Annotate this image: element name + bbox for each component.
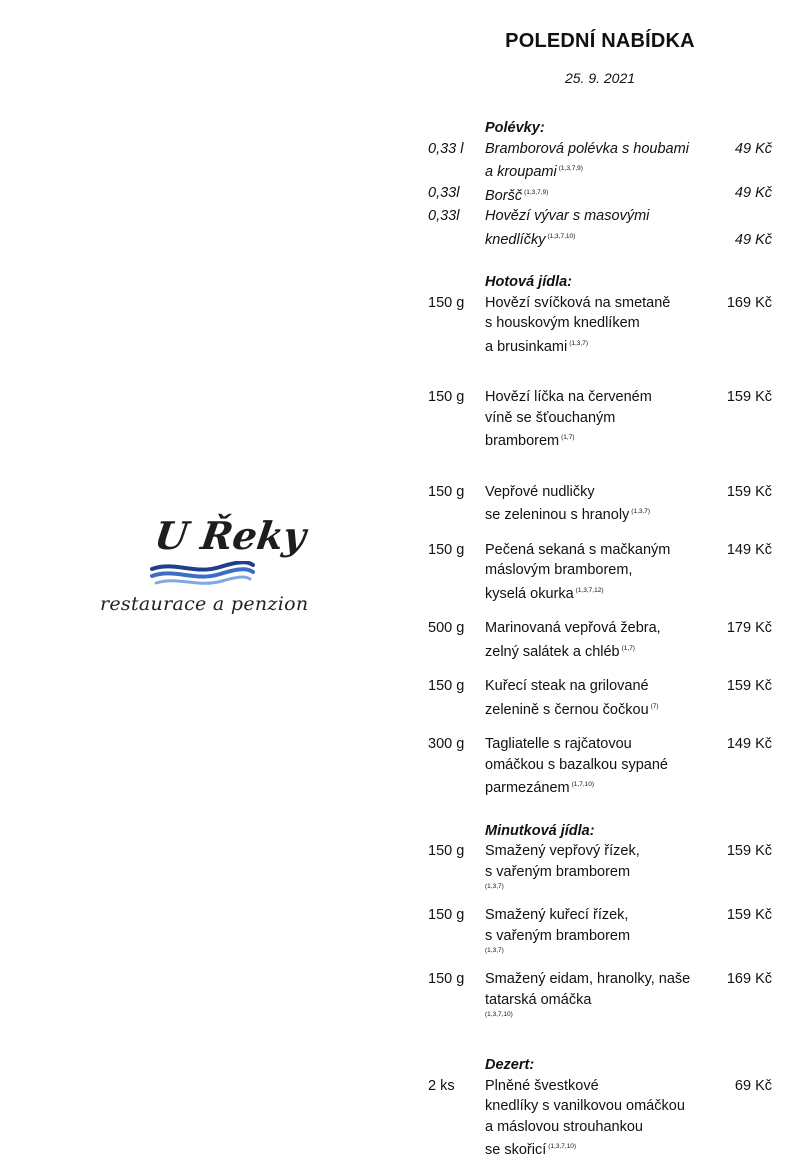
menu-item (420, 676, 780, 720)
item-name-line: a brusinkami (485, 338, 568, 355)
item-name-line: Hovězí svíčková na smetaně (485, 294, 671, 311)
item-quantity: 150 g (428, 483, 465, 500)
item-price: 159 Kč (726, 678, 772, 694)
item-price: 169 Kč (726, 294, 772, 311)
menu-item (420, 293, 780, 358)
item-name (485, 905, 710, 955)
item-name (485, 293, 710, 358)
item-name-line: Tagliatelle s rajčatovou (485, 736, 632, 752)
item-price: 159 Kč (726, 907, 772, 923)
item-name-line: se skořicí (485, 1142, 547, 1158)
item-name (485, 482, 710, 526)
item-name-line: Plněné švestkové (485, 1077, 599, 1094)
item-quantity: 500 g (428, 620, 465, 636)
item-quantity: 150 g (428, 294, 465, 311)
item-price: 169 Kč (726, 971, 772, 987)
item-name-line: s vařeným bramborem (485, 863, 631, 880)
item-quantity: 150 g (428, 389, 465, 405)
section-title: Dezert: (485, 1057, 535, 1073)
item-name-line: zelenině s černou čočkou (485, 701, 649, 718)
item-name (485, 1076, 710, 1161)
item-name-line: Pečená sekaná s mačkaným (485, 541, 671, 558)
menu-item (420, 139, 780, 183)
item-name-line: Bramborová polévka s houbami (485, 140, 689, 157)
item-price: 179 Kč (726, 620, 772, 636)
menu-item (420, 1076, 780, 1161)
item-name-line: parmezánem (485, 780, 570, 796)
item-allergens: (1,3,7) (631, 508, 651, 515)
item-allergens: (1,3,7,9) (558, 165, 583, 172)
item-name-line: Marinovaná vepřová žebra, (485, 620, 661, 636)
section-title: Polévky: (485, 120, 545, 136)
menu-list (420, 118, 780, 1169)
item-price: 159 Kč (726, 843, 772, 859)
section-title: Minutková jídla: (485, 822, 595, 839)
item-allergens: (1,7) (621, 644, 635, 652)
item-name (485, 540, 710, 605)
item-name-line: a kroupami (485, 164, 557, 180)
item-name (485, 387, 710, 452)
item-name-line: víně se šťouchaným (485, 409, 616, 426)
item-price: 69 Kč (734, 1077, 772, 1094)
menu-item (420, 183, 780, 207)
item-name-line: Hovězí líčka na červeném (485, 389, 652, 405)
item-quantity: 0,33l (428, 184, 460, 201)
item-allergens: (1,3,7,9) (524, 188, 549, 196)
item-name-line: máslovým bramborem, (485, 562, 633, 578)
item-name (485, 969, 710, 1019)
item-name (485, 676, 710, 720)
item-allergens: (7) (650, 702, 659, 710)
item-allergens: (1,3,7,10) (485, 1011, 513, 1018)
item-price: 159 Kč (726, 483, 772, 500)
item-price: 49 Kč (734, 231, 772, 248)
menu-item (420, 618, 780, 662)
item-quantity: 2 ks (428, 1077, 455, 1094)
menu-item (420, 206, 780, 250)
item-name (485, 841, 710, 891)
item-name (485, 206, 710, 250)
item-name (485, 139, 710, 183)
item-price: 49 Kč (734, 184, 772, 201)
section-dessert (420, 1055, 780, 1161)
restaurant-logo (95, 505, 310, 625)
menu-item (420, 387, 780, 452)
item-allergens: (1,3,7) (485, 883, 504, 890)
item-price: 159 Kč (726, 389, 772, 405)
item-name-line: zelný salátek a chléb (485, 643, 620, 660)
item-name (485, 618, 710, 662)
section-mains (420, 272, 780, 799)
item-name-line: Boršč (485, 187, 523, 204)
item-name-line: Hovězí vývar s masovými (485, 208, 650, 224)
item-allergens: (1,7,10) (571, 781, 595, 788)
item-allergens: (1,3,7,10) (547, 232, 576, 240)
item-name-line: omáčkou s bazalkou sypané (485, 756, 668, 773)
logo-subtitle: restaurace a penzion (100, 593, 309, 615)
item-price: 149 Kč (726, 736, 772, 752)
wave-icon (150, 561, 255, 589)
item-allergens: (1,3,7,10) (548, 1143, 577, 1150)
item-name-line: knedlíky s vanilkovou omáčkou (485, 1098, 685, 1114)
item-quantity: 150 g (428, 843, 465, 859)
menu-item (420, 540, 780, 605)
section-minute-meals (420, 821, 780, 1020)
item-quantity: 150 g (428, 907, 465, 923)
item-quantity: 300 g (428, 736, 465, 752)
item-allergens: (1,3,7) (485, 947, 504, 954)
item-allergens: (1,3,7,12) (575, 586, 604, 594)
item-name-line: se zeleninou s hranoly (485, 507, 630, 523)
item-name-line: Smažený eidam, hranolky, naše (485, 971, 691, 987)
item-name-line: Kuřecí steak na grilované (485, 678, 649, 694)
item-name (485, 734, 710, 799)
item-name (485, 183, 710, 207)
item-quantity: 150 g (428, 541, 465, 558)
section-title: Hotová jídla: (485, 274, 573, 290)
item-name-line: Vepřové nudličky (485, 483, 595, 500)
item-name-line: Smažený vepřový řízek, (485, 843, 640, 859)
item-quantity: 150 g (428, 971, 465, 987)
menu-item (420, 969, 780, 1019)
item-price: 49 Kč (734, 140, 772, 157)
item-name-line: kyselá okurka (485, 585, 574, 602)
item-quantity: 150 g (428, 678, 465, 694)
item-quantity: 0,33l (428, 208, 460, 224)
item-name-line: a máslovou strouhankou (485, 1118, 643, 1135)
logo-name: U Řeky (151, 513, 309, 558)
menu-item (420, 482, 780, 526)
item-name-line: Smažený kuřecí řízek, (485, 907, 629, 923)
item-name-line: s houskovým knedlíkem (485, 315, 640, 331)
item-price: 149 Kč (726, 541, 772, 558)
menu-date: 25. 9. 2021 (564, 70, 636, 86)
item-name-line: tatarská omáčka (485, 991, 592, 1008)
item-name-line: bramborem (485, 433, 560, 449)
item-quantity: 0,33 l (428, 140, 464, 157)
section-soups (420, 118, 780, 250)
item-allergens: (1,7) (561, 434, 575, 441)
item-name-line: s vařeným bramborem (485, 927, 631, 944)
item-allergens: (1,3,7) (569, 339, 588, 347)
menu-item (420, 734, 780, 799)
item-name-line: knedlíčky (485, 231, 546, 248)
page-title: POLEDNÍ NABÍDKA (505, 30, 695, 52)
menu-item (420, 905, 780, 955)
menu-item (420, 841, 780, 891)
